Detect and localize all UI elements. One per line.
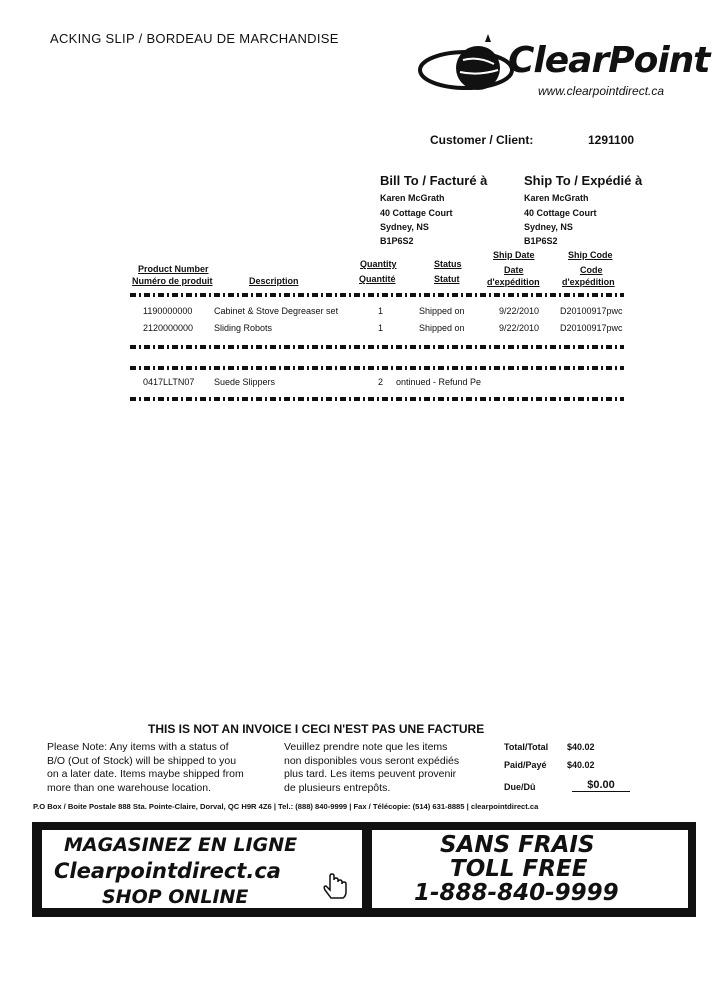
header-product-en: Product Number [138, 264, 209, 274]
paid-value: $40.02 [567, 760, 595, 770]
note-fr-line: Veuillez prendre note que les items [284, 741, 448, 753]
banner-left-line: MAGASINEZ EN LIGNE [64, 834, 298, 856]
note-en [47, 741, 244, 795]
banner-left-line: Clearpointdirect.ca [54, 859, 281, 883]
ship-to-line: 40 Cottage Court [524, 208, 597, 218]
row-description: Cabinet & Stove Degreaser set [214, 306, 339, 316]
bill-to-block [380, 173, 487, 246]
row-description: Suede Slippers [214, 377, 276, 387]
row-qty: 1 [378, 323, 384, 333]
customer-number: 1291100 [588, 133, 635, 147]
not-invoice-notice: THIS IS NOT AN INVOICE I CECI N'EST PAS UNE FACTURE [148, 722, 485, 736]
ship-to-line: B1P6S2 [524, 236, 558, 246]
bill-to-line: B1P6S2 [380, 236, 414, 246]
row-qty: 2 [378, 377, 384, 387]
divider [130, 293, 624, 297]
header-ship-date-fr2: d'expédition [487, 277, 540, 287]
promo-banner [32, 822, 696, 917]
row-code: D20100917pwc [560, 306, 623, 316]
header-ship-code-en: Ship Code [568, 250, 613, 260]
globe-icon [418, 28, 518, 100]
note-fr-line: plus tard. Les items peuvent provenir [284, 768, 457, 780]
clearpoint-logo [418, 28, 718, 100]
header-status-fr: Statut [434, 274, 460, 284]
toll-free-number: 1-888-840-9999 [414, 880, 619, 906]
header-ship-date-en: Ship Date [493, 250, 535, 260]
banner-left-line: SHOP ONLINE [102, 886, 249, 908]
bill-to-title: Bill To / Facturé à [380, 173, 488, 188]
row-product: 1190000000 [143, 306, 193, 316]
header-ship-code-fr1: Code [580, 265, 603, 275]
due-value: $0.00 [572, 779, 630, 792]
bill-to-line: Sydney, NS [380, 222, 429, 232]
row-product: 2120000000 [143, 323, 194, 333]
divider [130, 366, 624, 370]
row-description: Sliding Robots [214, 323, 273, 333]
row-date: 9/22/2010 [499, 323, 540, 333]
header-ship-code-fr2: d'expédition [562, 277, 615, 287]
page-title: ACKING SLIP / BORDEAU DE MARCHANDISE [50, 31, 339, 46]
header-description: Description [249, 276, 299, 286]
due-label: Due/Dû [504, 782, 536, 792]
note-fr [284, 741, 459, 795]
row-qty: 1 [378, 306, 384, 316]
toll-free-box [372, 830, 688, 908]
total-value: $40.02 [567, 742, 595, 752]
ship-to-title: Ship To / Expédié à [524, 173, 643, 188]
note-en-line: Please Note: Any items with a status of [47, 741, 229, 753]
note-fr-line: de plusieurs entrepôts. [284, 781, 391, 794]
header-quantity-fr: Quantité [359, 274, 396, 284]
note-en-line: B/O (Out of Stock) will be shipped to you [47, 754, 237, 767]
row-status: ontinued - Refund Pe [396, 377, 482, 387]
row-code: D20100917pwc [560, 323, 623, 333]
customer-label: Customer / Client: [430, 133, 534, 147]
ship-to-block [524, 173, 642, 246]
divider [130, 397, 624, 401]
pointer-hand-icon [322, 872, 352, 902]
shop-online-box [42, 830, 362, 908]
note-en-line: more than one warehouse location. [47, 781, 212, 794]
company-address: P.O Box / Boite Postale 888 Sta. Pointe-Claire, Dorval, QC H9R 4Z6 | Tel.: (888) 840-9999 | Fax / Télécopie: (514) 631-8885 | clearpointdirect.ca [33, 802, 539, 811]
bill-to-line: 40 Cottage Court [380, 208, 453, 218]
paid-label: Paid/Payé [504, 760, 547, 770]
header-ship-date-fr1: Date [504, 265, 524, 275]
banner-right-line: SANS FRAIS [440, 832, 595, 858]
total-label: Total/Total [504, 742, 549, 752]
ship-to-line: Sydney, NS [524, 222, 573, 232]
divider [130, 345, 624, 349]
logo-text: ClearPoint [508, 40, 710, 81]
row-product: 0417LLTN07 [143, 377, 195, 387]
header-status-en: Status [434, 259, 462, 269]
bill-to-line: Karen McGrath [380, 193, 445, 203]
row-date: 9/22/2010 [499, 306, 540, 316]
note-en-line: on a later date. Items maybe shipped from [47, 768, 244, 780]
logo-url: www.clearpointdirect.ca [538, 84, 665, 98]
header-product-fr: Numéro de produit [132, 276, 213, 286]
header-quantity-en: Quantity [360, 259, 397, 269]
row-status: Shipped on [419, 306, 465, 316]
row-status: Shipped on [419, 323, 465, 333]
banner-right-line: TOLL FREE [450, 856, 588, 882]
ship-to-line: Karen McGrath [524, 193, 589, 203]
note-fr-line: non disponibles vous seront expédiés [284, 754, 460, 767]
